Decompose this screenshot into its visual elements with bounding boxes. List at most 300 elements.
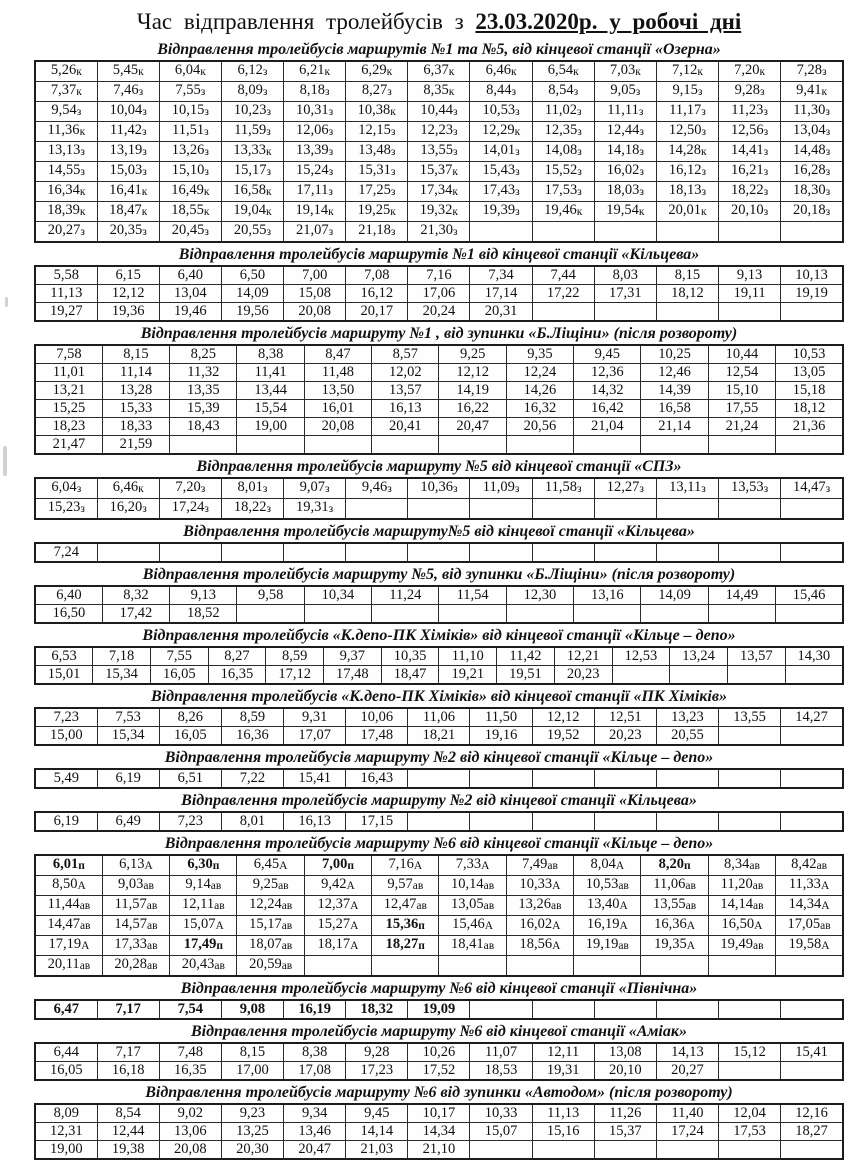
time-cell: 11,30з xyxy=(781,102,843,122)
time-suffix: к xyxy=(821,86,828,98)
time-cell: 20,31 xyxy=(470,303,532,322)
time-cell: 18,53 xyxy=(470,1062,532,1081)
time-cell: 16,32 xyxy=(506,400,573,418)
time-cell: 10,17 xyxy=(408,1104,470,1123)
time-suffix: ав xyxy=(147,920,158,932)
time-cell: 9,58 xyxy=(237,586,304,605)
time-cell: 11,36к xyxy=(35,122,97,142)
time-suffix: з xyxy=(452,483,458,495)
time-cell: 16,58 xyxy=(641,400,708,418)
time-cell: 14,13 xyxy=(656,1043,718,1062)
time-cell: 19,00 xyxy=(237,418,304,436)
time-cell: 18,30з xyxy=(781,182,843,202)
time-cell: 11,23з xyxy=(719,102,781,122)
time-suffix: к xyxy=(452,166,459,178)
time-suffix: А xyxy=(821,940,830,952)
table-row xyxy=(35,1104,843,1123)
time-suffix: п xyxy=(683,860,691,872)
time-cell: 10,06 xyxy=(346,708,408,727)
time-suffix: ав xyxy=(281,960,293,972)
time-cell: 14,28к xyxy=(656,142,718,162)
time-cell: 8,34ав xyxy=(708,855,775,876)
table-row xyxy=(35,1000,843,1019)
time-cell: 9,08 xyxy=(221,1000,283,1019)
time-suffix: А xyxy=(81,940,90,952)
time-cell xyxy=(594,499,656,520)
time-cell: 6,15 xyxy=(97,266,159,285)
time-cell: 19,46к xyxy=(532,202,594,222)
table-row xyxy=(35,1043,843,1062)
time-cell: 10,53ав xyxy=(574,876,641,896)
time-suffix: з xyxy=(387,483,392,495)
time-cell xyxy=(670,666,728,685)
time-cell: 5,26к xyxy=(35,61,97,82)
time-cell: 15,17ав xyxy=(237,916,304,936)
time-cell xyxy=(781,543,843,562)
time-cell: 7,28з xyxy=(781,61,843,82)
time-suffix: ав xyxy=(752,900,764,912)
time-cell: 18,55к xyxy=(159,202,221,222)
time-cell: 6,13А xyxy=(102,855,169,876)
time-cell: 15,34 xyxy=(93,666,151,685)
time-cell: 18,07ав xyxy=(237,936,304,956)
time-suffix: ав xyxy=(483,900,495,912)
title-date-emphasis: 23.03.2020р. у робочі дні xyxy=(475,9,742,34)
section-heading: Відправлення тролейбусів маршруту №1 , від зупинки «Б.Ліщіни» (після розвороту) xyxy=(140,325,738,342)
time-suffix: к xyxy=(573,66,579,78)
table-row xyxy=(35,400,843,418)
time-cell: 14,47ав xyxy=(35,916,102,936)
time-cell xyxy=(408,769,470,788)
time-cell: 11,02з xyxy=(532,102,594,122)
time-cell: 20,41 xyxy=(372,418,439,436)
time-cell: 16,19 xyxy=(284,1000,346,1019)
time-suffix: з xyxy=(325,483,330,495)
table-row xyxy=(35,222,843,243)
time-cell xyxy=(641,436,708,455)
time-cell: 12,02 xyxy=(372,364,439,382)
time-suffix: к xyxy=(79,206,86,218)
time-cell xyxy=(304,956,371,977)
time-cell: 13,26ав xyxy=(506,896,573,916)
time-cell: 19,09 xyxy=(408,1000,470,1019)
time-suffix: з xyxy=(697,86,703,98)
time-suffix: к xyxy=(448,86,455,98)
time-cell: 19,39з xyxy=(470,202,532,222)
time-cell: 8,15 xyxy=(102,345,169,364)
table-row xyxy=(35,666,843,685)
time-cell: 16,50А xyxy=(708,916,775,936)
time-cell: 20,43ав xyxy=(170,956,237,977)
time-cell xyxy=(781,222,843,243)
time-cell: 11,51з xyxy=(159,122,221,142)
time-suffix: з xyxy=(452,146,458,158)
time-cell: 16,01 xyxy=(304,400,371,418)
time-cell: 14,47з xyxy=(781,478,843,499)
time-suffix: ав xyxy=(483,880,495,892)
time-cell: 9,02 xyxy=(159,1104,221,1123)
time-cell: 11,17з xyxy=(656,102,718,122)
time-cell: 9,37 xyxy=(324,647,382,666)
time-suffix: з xyxy=(76,483,82,495)
time-cell: 16,42 xyxy=(574,400,641,418)
time-cell xyxy=(532,1000,594,1019)
time-cell: 13,44 xyxy=(237,382,304,400)
section-heading: Відправлення тролейбусів маршруту №6 від кінцевої станції «Аміак» xyxy=(191,1023,687,1040)
time-cell: 8,03 xyxy=(594,266,656,285)
time-cell xyxy=(776,436,843,455)
time-cell: 17,24 xyxy=(656,1123,718,1141)
time-suffix: з xyxy=(200,86,206,98)
time-suffix: ав xyxy=(685,900,697,912)
time-cell xyxy=(532,1141,594,1160)
schedule-table xyxy=(34,477,844,520)
time-cell: 19,58А xyxy=(776,936,843,956)
time-cell: 18,43 xyxy=(170,418,237,436)
time-suffix: ав xyxy=(146,900,158,912)
time-cell xyxy=(439,436,506,455)
time-cell: 17,52 xyxy=(408,1062,470,1081)
time-cell xyxy=(506,956,573,977)
table-row xyxy=(35,182,843,202)
time-suffix: з xyxy=(325,86,330,98)
time-cell xyxy=(719,303,781,322)
time-cell: 12,54 xyxy=(708,364,775,382)
time-cell: 8,44з xyxy=(470,82,532,102)
time-suffix: з xyxy=(200,483,206,495)
time-cell: 17,12 xyxy=(266,666,324,685)
table-row xyxy=(35,345,843,364)
time-cell xyxy=(346,543,408,562)
time-suffix: з xyxy=(390,226,396,238)
time-suffix: А xyxy=(686,920,696,932)
time-cell xyxy=(170,436,237,455)
time-suffix: з xyxy=(204,166,209,178)
time-cell xyxy=(470,1000,532,1019)
time-cell: 8,01 xyxy=(221,812,283,831)
time-suffix: ав xyxy=(412,880,424,892)
time-suffix: ав xyxy=(281,940,293,952)
time-cell: 8,25 xyxy=(170,345,237,364)
time-cell: 6,50 xyxy=(221,266,283,285)
time-cell: 20,47 xyxy=(284,1141,346,1160)
time-cell: 6,04з xyxy=(35,478,97,499)
time-cell xyxy=(594,1141,656,1160)
time-cell: 17,33ав xyxy=(102,936,169,956)
time-cell: 11,06ав xyxy=(641,876,708,896)
time-suffix: з xyxy=(763,186,769,198)
time-cell: 13,06 xyxy=(159,1123,221,1141)
table-row xyxy=(35,303,843,322)
time-cell: 6,46к xyxy=(470,61,532,82)
time-cell: 13,13з xyxy=(35,142,97,162)
time-cell: 8,09з xyxy=(221,82,283,102)
time-suffix: А xyxy=(552,940,561,952)
section-heading: Відправлення тролейбусів маршруту №5 від кінцевої станції «СПЗ» xyxy=(196,458,682,475)
time-suffix: А xyxy=(820,880,830,892)
time-cell: 11,50 xyxy=(470,708,532,727)
time-suffix: з xyxy=(515,166,520,178)
time-suffix: А xyxy=(413,860,423,872)
time-cell: 17,07 xyxy=(284,727,346,746)
time-cell xyxy=(594,303,656,322)
time-cell xyxy=(532,769,594,788)
time-cell: 20,35з xyxy=(97,222,159,243)
time-cell: 8,42ав xyxy=(776,855,843,876)
time-cell xyxy=(781,1062,843,1081)
time-suffix: з xyxy=(577,126,582,138)
time-cell: 12,16 xyxy=(781,1104,843,1123)
time-cell xyxy=(641,605,708,624)
time-cell: 10,44 xyxy=(708,345,775,364)
time-suffix: з xyxy=(638,106,644,118)
time-suffix: з xyxy=(635,86,641,98)
time-cell: 15,46 xyxy=(776,586,843,605)
section-heading: Відправлення тролейбусів маршруту №6 від кінцевої станції «Північна» xyxy=(180,980,698,997)
time-cell: 9,31 xyxy=(284,708,346,727)
time-cell: 7,58 xyxy=(35,345,102,364)
time-cell: 7,49ав xyxy=(506,855,573,876)
time-suffix: к xyxy=(79,186,86,198)
time-cell: 11,11з xyxy=(594,102,656,122)
time-cell: 20,45з xyxy=(159,222,221,243)
time-cell xyxy=(656,769,718,788)
time-cell: 16,12 xyxy=(346,285,408,303)
time-cell: 19,19ав xyxy=(574,936,641,956)
time-cell xyxy=(776,956,843,977)
time-cell: 6,46к xyxy=(97,478,159,499)
time-suffix: к xyxy=(386,66,393,78)
time-cell: 16,05 xyxy=(150,666,208,685)
time-cell xyxy=(439,956,506,977)
time-suffix: з xyxy=(515,206,520,218)
time-cell: 9,34 xyxy=(284,1104,346,1123)
time-cell: 6,12з xyxy=(221,61,283,82)
time-cell: 13,35 xyxy=(170,382,237,400)
time-suffix: з xyxy=(262,483,268,495)
time-cell: 17,19А xyxy=(35,936,102,956)
time-cell: 9,13 xyxy=(719,266,781,285)
time-suffix: к xyxy=(576,206,583,218)
time-cell: 20,23 xyxy=(554,666,612,685)
time-suffix: з xyxy=(142,503,147,515)
time-cell: 17,08 xyxy=(284,1062,346,1081)
time-cell: 12,51 xyxy=(594,708,656,727)
time-suffix: ав xyxy=(281,920,293,932)
time-cell xyxy=(470,222,532,243)
table-row xyxy=(35,82,843,102)
schedule-table xyxy=(34,585,844,624)
time-suffix: к xyxy=(700,206,707,218)
time-cell: 9,35 xyxy=(506,345,573,364)
time-cell xyxy=(656,1141,718,1160)
time-cell: 9,05з xyxy=(594,82,656,102)
time-cell: 17,15 xyxy=(346,812,408,831)
time-cell: 12,15з xyxy=(346,122,408,142)
time-cell: 7,44 xyxy=(532,266,594,285)
time-cell: 21,04 xyxy=(574,418,641,436)
time-cell: 20,55з xyxy=(221,222,283,243)
time-cell: 19,56 xyxy=(221,303,283,322)
time-cell: 13,53з xyxy=(719,478,781,499)
time-cell: 15,36п xyxy=(372,916,439,936)
time-suffix: к xyxy=(452,206,459,218)
time-cell: 15,52з xyxy=(532,162,594,182)
time-cell: 20,55 xyxy=(656,727,718,746)
time-suffix: к xyxy=(266,146,272,158)
table-row xyxy=(35,61,843,82)
time-cell: 21,36 xyxy=(776,418,843,436)
time-cell xyxy=(574,436,641,455)
time-suffix: п xyxy=(418,940,425,952)
table-row xyxy=(35,162,843,182)
time-suffix: к xyxy=(200,66,206,78)
schedule-table xyxy=(34,265,844,322)
time-cell: 13,55ав xyxy=(641,896,708,916)
time-cell: 12,53 xyxy=(612,647,670,666)
time-cell: 18,13з xyxy=(656,182,718,202)
time-cell: 11,10 xyxy=(439,647,497,666)
schedule-table xyxy=(34,542,844,563)
time-suffix: з xyxy=(138,86,144,98)
time-suffix: ав xyxy=(820,920,831,932)
time-suffix: к xyxy=(390,106,396,118)
time-cell: 16,02з xyxy=(594,162,656,182)
time-cell: 17,43з xyxy=(470,182,532,202)
time-cell: 18,32 xyxy=(346,1000,408,1019)
time-suffix: ав xyxy=(547,860,558,872)
time-cell: 8,59 xyxy=(266,647,324,666)
time-cell xyxy=(532,812,594,831)
time-cell xyxy=(727,666,785,685)
time-cell: 16,05 xyxy=(35,1062,97,1081)
time-cell: 7,16А xyxy=(372,855,439,876)
time-cell: 15,07 xyxy=(470,1123,532,1141)
time-cell xyxy=(656,499,718,520)
time-suffix: ав xyxy=(618,880,629,892)
time-cell: 19,35А xyxy=(641,936,708,956)
time-cell: 19,49ав xyxy=(708,936,775,956)
schedule-table xyxy=(34,854,844,977)
time-cell xyxy=(532,543,594,562)
time-cell: 17,48 xyxy=(324,666,382,685)
time-cell: 21,14 xyxy=(641,418,708,436)
time-cell: 16,20з xyxy=(97,499,159,520)
time-suffix: з xyxy=(452,126,458,138)
time-suffix: з xyxy=(142,146,147,158)
time-suffix: ав xyxy=(214,900,225,912)
time-suffix: п xyxy=(347,860,354,872)
time-suffix: А xyxy=(346,880,355,892)
time-cell: 10,34 xyxy=(304,586,371,605)
time-cell: 16,34к xyxy=(35,182,97,202)
time-cell xyxy=(470,769,532,788)
time-cell xyxy=(776,605,843,624)
time-cell: 10,33 xyxy=(470,1104,532,1123)
time-cell: 9,23 xyxy=(221,1104,283,1123)
time-suffix: з xyxy=(141,126,147,138)
time-cell: 15,39 xyxy=(170,400,237,418)
time-suffix: з xyxy=(142,226,147,238)
time-suffix: з xyxy=(763,106,768,118)
time-cell: 11,33А xyxy=(776,876,843,896)
time-suffix: з xyxy=(701,483,706,495)
time-suffix: з xyxy=(262,86,268,98)
time-cell xyxy=(594,222,656,243)
time-cell: 17,25з xyxy=(346,182,408,202)
time-cell: 12,29к xyxy=(470,122,532,142)
time-cell: 8,18з xyxy=(284,82,346,102)
time-suffix: з xyxy=(825,166,831,178)
time-cell: 15,41 xyxy=(781,1043,843,1062)
time-cell: 9,41к xyxy=(781,82,843,102)
time-suffix: к xyxy=(759,66,766,78)
schedule-table xyxy=(34,1103,844,1160)
time-cell xyxy=(785,666,843,685)
time-cell: 19,25к xyxy=(346,202,408,222)
time-cell xyxy=(408,499,470,520)
time-cell: 14,27 xyxy=(781,708,843,727)
time-suffix: к xyxy=(510,66,517,78)
time-suffix: А xyxy=(77,880,86,892)
time-cell: 5,45к xyxy=(97,61,159,82)
time-cell: 8,50А xyxy=(35,876,102,896)
time-cell: 8,54 xyxy=(97,1104,159,1123)
time-cell: 10,26 xyxy=(408,1043,470,1062)
time-suffix: з xyxy=(262,66,268,78)
time-cell xyxy=(594,812,656,831)
time-cell xyxy=(719,1000,781,1019)
time-cell: 18,23 xyxy=(35,418,102,436)
section-heading: Відправлення тролейбусів маршруту №6 від кінцевої станції «Кільце – депо» xyxy=(164,835,714,852)
time-suffix: з xyxy=(639,483,644,495)
time-cell: 14,49 xyxy=(708,586,775,605)
time-cell: 19,54к xyxy=(594,202,656,222)
time-cell: 19,36 xyxy=(97,303,159,322)
time-cell: 5,58 xyxy=(35,266,97,285)
time-suffix: з xyxy=(266,166,272,178)
time-suffix: з xyxy=(76,106,82,118)
time-cell: 12,47ав xyxy=(372,896,439,916)
time-cell: 6,45А xyxy=(237,855,304,876)
time-suffix: к xyxy=(141,206,148,218)
table-row xyxy=(35,285,843,303)
scan-artifact xyxy=(3,446,7,476)
time-suffix: з xyxy=(204,226,209,238)
time-cell: 9,42А xyxy=(304,876,371,896)
time-cell: 11,14 xyxy=(102,364,169,382)
time-cell: 13,57 xyxy=(727,647,785,666)
time-cell: 10,23з xyxy=(221,102,283,122)
table-row xyxy=(35,1141,843,1160)
time-cell: 15,10з xyxy=(159,162,221,182)
time-cell: 14,18з xyxy=(594,142,656,162)
time-cell xyxy=(781,812,843,831)
time-cell: 19,32к xyxy=(408,202,470,222)
time-suffix: з xyxy=(825,483,831,495)
time-cell: 20,56 xyxy=(506,418,573,436)
time-suffix: А xyxy=(481,860,490,872)
time-cell: 11,42 xyxy=(497,647,555,666)
time-suffix: з xyxy=(825,146,831,158)
time-cell: 7,20з xyxy=(159,478,221,499)
schedule-table xyxy=(34,999,844,1020)
time-suffix: А xyxy=(279,860,288,872)
time-suffix: ав xyxy=(816,860,828,872)
time-cell: 13,46 xyxy=(284,1123,346,1141)
section-heading: Відправлення тролейбусів маршруту №6 від зупинки «Автодом» (після розвороту) xyxy=(145,1084,733,1101)
time-cell xyxy=(594,769,656,788)
